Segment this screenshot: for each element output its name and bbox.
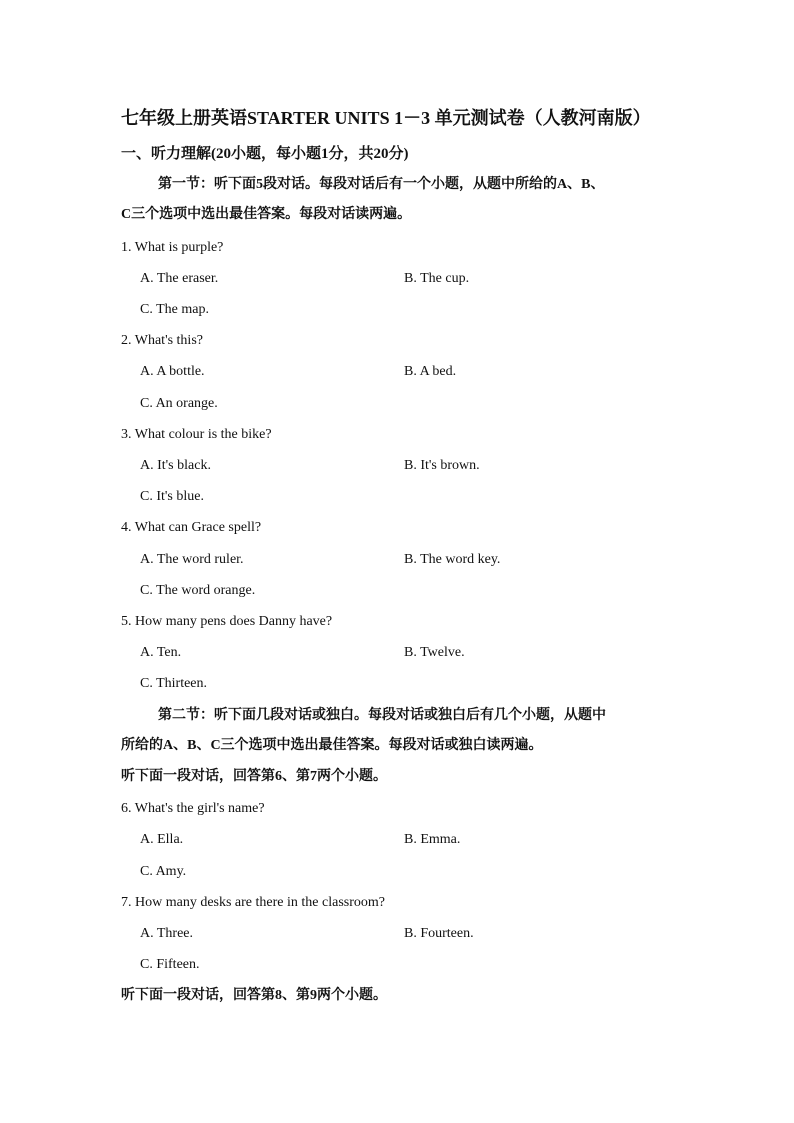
- q4-option-c: C. The word orange.: [140, 583, 256, 598]
- instruction-q6-q7: 听下面一段对话，回答第6、第7两个小题。: [121, 769, 387, 784]
- q6-option-a: A. Ella.: [140, 832, 184, 847]
- question-7: 7. How many desks are there in the classroom?: [121, 895, 385, 910]
- q2-option-a: A. A bottle.: [140, 364, 205, 379]
- q3-option-a: A. It's black.: [140, 458, 211, 473]
- q4-option-b: B. The word key.: [404, 552, 501, 567]
- q7-option-a: A. Three.: [140, 926, 193, 941]
- q5-option-a: A. Ten.: [140, 645, 182, 660]
- q7-option-c: C. Fifteen.: [140, 957, 200, 972]
- instruction-q8-q9: 听下面一段对话，回答第8、第9两个小题。: [121, 988, 387, 1003]
- q7-option-b: B. Fourteen.: [404, 926, 474, 941]
- q3-option-b: B. It's brown.: [404, 458, 480, 473]
- section1-intro-line1: 第一节：听下面5段对话。每段对话后有一个小题，从题中所给的A、B、: [158, 177, 605, 192]
- part1-heading: 一、听力理解(20小题，每小题1分，共20分): [121, 146, 409, 162]
- section2-intro-line2: 所给的A、B、C三个选项中选出最佳答案。每段对话或独白读两遍。: [121, 738, 543, 753]
- question-6: 6. What's the girl's name?: [121, 801, 265, 816]
- q5-option-c: C. Thirteen.: [140, 676, 208, 691]
- question-4: 4. What can Grace spell?: [121, 520, 262, 535]
- question-1: 1. What is purple?: [121, 240, 224, 255]
- section2-intro-line1: 第二节：听下面几段对话或独白。每段对话或独白后有几个小题，从题中: [158, 708, 606, 723]
- q4-option-a: A. The word ruler.: [140, 552, 244, 567]
- q2-option-b: B. A bed.: [404, 364, 457, 379]
- q6-option-c: C. Amy.: [140, 864, 187, 879]
- q2-option-c: C. An orange.: [140, 396, 218, 411]
- q1-option-b: B. The cup.: [404, 271, 470, 286]
- q1-option-c: C. The map.: [140, 302, 209, 317]
- question-2: 2. What's this?: [121, 333, 203, 348]
- question-3: 3. What colour is the bike?: [121, 427, 272, 442]
- question-5: 5. How many pens does Danny have?: [121, 614, 333, 629]
- q6-option-b: B. Emma.: [404, 832, 461, 847]
- q1-option-a: A. The eraser.: [140, 271, 219, 286]
- page-title: 七年级上册英语STARTER UNITS 1－3 单元测试卷（人教河南版）: [121, 108, 651, 128]
- q3-option-c: C. It's blue.: [140, 489, 204, 504]
- section1-intro-line2: C三个选项中选出最佳答案。每段对话读两遍。: [121, 207, 412, 222]
- q5-option-b: B. Twelve.: [404, 645, 465, 660]
